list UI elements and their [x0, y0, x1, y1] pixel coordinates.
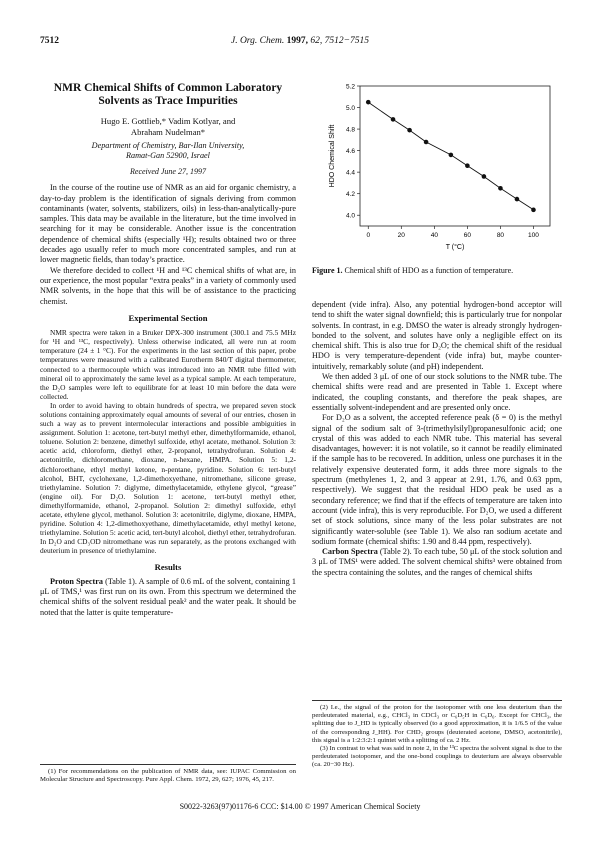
intro-paragraph-2: We therefore decided to collect ¹H and ¹³C chemical shifts of what are, in our experience, the most popular “extra peaks” in a variety of commonly used NMR solvents, in the hope that this will be of assistance to the practicing chemist.: [40, 265, 296, 306]
data-point: [391, 117, 396, 122]
data-point: [407, 128, 412, 133]
paper-title: NMR Chemical Shifts of Common Laboratory Solvents as Trace Impurities: [53, 82, 283, 107]
figure-1: [318, 80, 558, 260]
data-point: [366, 100, 371, 105]
y-tick-label: 5.2: [345, 83, 355, 91]
y-tick-label: 4.0: [345, 212, 355, 220]
received-date: Received June 27, 1997: [130, 167, 206, 176]
authors-line-1: Hugo E. Gottlieb,* Vadim Kotlyar, and: [100, 116, 236, 126]
footnotes-left: [40, 764, 296, 784]
x-tick-label: 20: [397, 232, 405, 239]
footnote-1: (1) For recommendations on the publication of NMR data, see: IUPAC Commission on Molecular Structure and Spectroscopy. Pure Appl. Chem. 1972, 29, 627; 1976, 45, 217.: [40, 768, 296, 784]
data-point: [482, 174, 487, 179]
hdo-shift-chart: [318, 80, 558, 260]
journal-pages: 62, 7512−7515: [310, 36, 369, 46]
footnotes-right: [312, 700, 562, 770]
x-axis-label: T (°C): [445, 244, 465, 251]
y-axis-label: HDO Chemical Shift: [329, 124, 336, 188]
results-paragraph: [40, 577, 296, 618]
authors-line-2: Abraham Nudelman*: [130, 126, 206, 137]
y-tick-label: 4.2: [345, 190, 355, 198]
journal-year: 1997,: [286, 36, 308, 46]
right-column: [312, 300, 562, 578]
y-tick-label: 4.8: [345, 126, 355, 134]
experimental-paragraph-1: NMR spectra were taken in a Bruker DPX-300 instrument (300.1 and 75.5 MHz for ¹H and ¹³C, respectively). Unless otherwise indicated, all were run at room temperature (24 ± 1 °C). For the experiments in the last section of this paper, probe temperatures were measured with a calibrated Eurotherm 840/T digital thermometer, connected to a thermocouple which was introduced into an NMR tube filled with mineral oil to approximately the same level as a typical sample. At each temperature, the D₂O samples were left to equilibrate for at least 10 min before the data were collected.: [40, 328, 296, 401]
y-tick-label: 4.6: [345, 147, 355, 155]
x-tick-label: 100: [528, 232, 539, 239]
page-number: 7512: [40, 36, 59, 46]
data-point: [515, 197, 520, 202]
results-heading: Results: [154, 561, 182, 572]
data-point: [498, 186, 503, 191]
x-tick-label: 0: [366, 232, 371, 239]
x-tick-label: 60: [463, 232, 472, 239]
left-column: [40, 82, 296, 618]
running-header: [40, 36, 560, 50]
page-footer: S0022-3263(97)01176-6 CCC: $14.00 © 1997 American Chemical Society: [179, 802, 421, 811]
carbon-text: (Table 2). To each tube, 50 μL of the stock solution and 3 μL of TMS¹ were added. The solvent chemical shifts³ were obtained from the spectra containing the solutes, and the ranges of chemical shifts: [312, 547, 562, 577]
figure-caption-label: Figure 1.: [312, 266, 343, 275]
figure-caption-text: Chemical shift of HDO as a function of temperature.: [342, 266, 514, 275]
experimental-heading: Experimental Section: [128, 312, 208, 323]
data-point: [449, 153, 454, 158]
right-paragraph-2: We then added 3 μL of one of our stock solutions to the NMR tube. The chemical shifts were read and are presented in Table 1. Except where indicated, the coupling constants, and therefore the peak shapes, are essentially solvent-independent and are presented only once.: [312, 372, 562, 412]
results-text: (Table 1). A sample of 0.6 mL of the solvent, containing 1 μL of TMS,¹ was first run on its own. From this spectrum we determined the chemical shifts of the solvent residual peak² and the water peak. It should be noted that the latter is quite temperature-: [40, 576, 296, 617]
affiliation-line-1: Department of Chemistry, Bar-Ilan University,: [91, 141, 245, 150]
experimental-paragraph-2: In order to avoid having to obtain hundreds of spectra, we prepared seven stock solutions containing approximately equal amounts of several of our entries, chosen in such a way as to prevent intermolecular interactions and possible ambiguities in assignment. Solution 1: acetone, tert-butyl methyl ether, dimethylformamide, ethanol, toluene. Solution 2: benzene, dimethyl sulfoxide, ethyl acetate, methanol. Solution 3: acetic acid, chloroform, diethyl ether, 2-propanol, tetrahydrofuran. Solution 4: acetonitrile, dichloromethane, dioxane, n-hexane, HMPA. Solution 5: 1,2-dichloroethane, ethyl methyl ketone, n-pentane, pyridine. Solution 6: tert-butyl alcohol, BHT, cyclohexane, 1,2-dimethoxyethane, nitromethane, silicone grease, triethylamine. Solution 7: diglyme, dimethylacetamide, ethylene glycol, “grease” (engine oil). For D₂O. Solution 1: acetone, tert-butyl methyl ether, dimethylformamide, ethanol, 2-propanol. Solution 2: dimethyl sulfoxide, ethyl acetate, ethylene glycol, methanol. Solution 3: acetonitrile, diglyme, dioxane, HMPA, pyridine. Solution 4: 1,2-dimethoxyethane, dimethylacetamide, ethyl methyl ketone, triethylamine. Solution 5: acetic acid, tert-butyl alcohol, diethyl ether, tetrahydrofuran. In D₂O and CD₃OD nitromethane was run separately, as the protons exchanged with deuterium in presence of triethylamine.: [40, 400, 296, 556]
affiliation-line-2: Ramat-Gan 52900, Israel: [126, 151, 210, 160]
journal-name: J. Org. Chem.: [230, 36, 285, 46]
x-tick-label: 40: [430, 232, 438, 239]
footnote-3: (3) In contrast to what was said in note 2, in the ¹³C spectra the solvent signal is due to the perdeuterated isotopomer, and the one-bond couplings to deuterium are always observable (ca. 20−30 Hz).: [312, 745, 562, 769]
data-point: [531, 208, 536, 213]
carbon-lead: Carbon Spectra: [322, 547, 378, 557]
x-tick-label: 80: [496, 232, 505, 239]
data-point: [424, 140, 429, 145]
plot-frame: [360, 86, 550, 226]
affiliation: [40, 141, 296, 161]
right-paragraph-1: dependent (vide infra). Also, any potential hydrogen-bond acceptor will tend to shift the water signal downfield; this is particularly true for nonpolar solvents. In contrast, in e.g. DMSO the water is already strongly hydrogen-bonded to the solvent, and solutes have only a negligible effect on its chemical shift. This is also true for D₂O; the chemical shift of the residual HDO is very temperature-dependent (vide infra) but, maybe counter-intuitively, remarkably solute (and pH) independent.: [312, 300, 562, 371]
authors: [40, 116, 296, 137]
footnote-2: (2) I.e., the signal of the proton for the isotopomer with one less deuterium than the perdeuterated material, e.g., CHCl₃ in CDCl₃ or C₆D₅H in C₆D₆. Except for CHCl₃, the splitting due to J_HD is typically observed (to a good approximation, it is 1/6.5 of the value of the corresponding J_HH). For CHD₂ groups (deuterated acetone, DMSO, acetonitrile), this signal is a 1:2:3:2:1 quintet with a splitting of ca. 2 Hz.: [312, 704, 562, 744]
right-paragraph-3: For D₂O as a solvent, the accepted reference peak (δ = 0) is the methyl signal of the sodium salt of 3-(trimethylsilyl)propanesulfonic acid; one crystal of this was added to each NMR tube. This material has several disadvantages, however: it is not volatile, so it cannot be readily eliminated if the sample has to be recovered. In addition, unless one purchases it in the relatively expensive deuterated form, it adds three more signals to the spectrum (methylenes 1, 2, and 3 appear at 2.91, 1.76, and 0.63 ppm, respectively). We suggest that the residual HDO peak be used as a secondary reference; we find that if the effects of temperature are taken into account (vide infra), this is very reproducible. For D₂O, we used a different set of stock solutions, since many of the less polar substrates are not significantly water-soluble (see Table 1). We also ran sodium acetate and sodium formate (chemical shifts: 1.90 and 8.44 ppm, respectively).: [312, 413, 562, 546]
y-tick-label: 5.0: [345, 104, 355, 112]
results-lead: Proton Spectra: [50, 576, 103, 586]
carbon-paragraph: [312, 547, 562, 578]
y-tick-label: 4.4: [345, 169, 355, 177]
figure-caption: [312, 266, 562, 276]
data-point: [465, 163, 470, 168]
journal-citation: [40, 36, 560, 46]
intro-paragraph-1: In the course of the routine use of NMR as an aid for organic chemistry, a day-to-day problem is the identification of signals deriving from common contaminants (water, solvents, stabilizers, oils) in less-than-analytically-pure samples. This data may be available in the literature, but the time involved in searching for it may be considerable. Another issue is the concentration dependence of chemical shifts (especially ¹H); results obtained two or three decades ago usually refer to much more concentrated samples, and run at lower magnetic fields, than today’s practice.: [40, 183, 296, 265]
